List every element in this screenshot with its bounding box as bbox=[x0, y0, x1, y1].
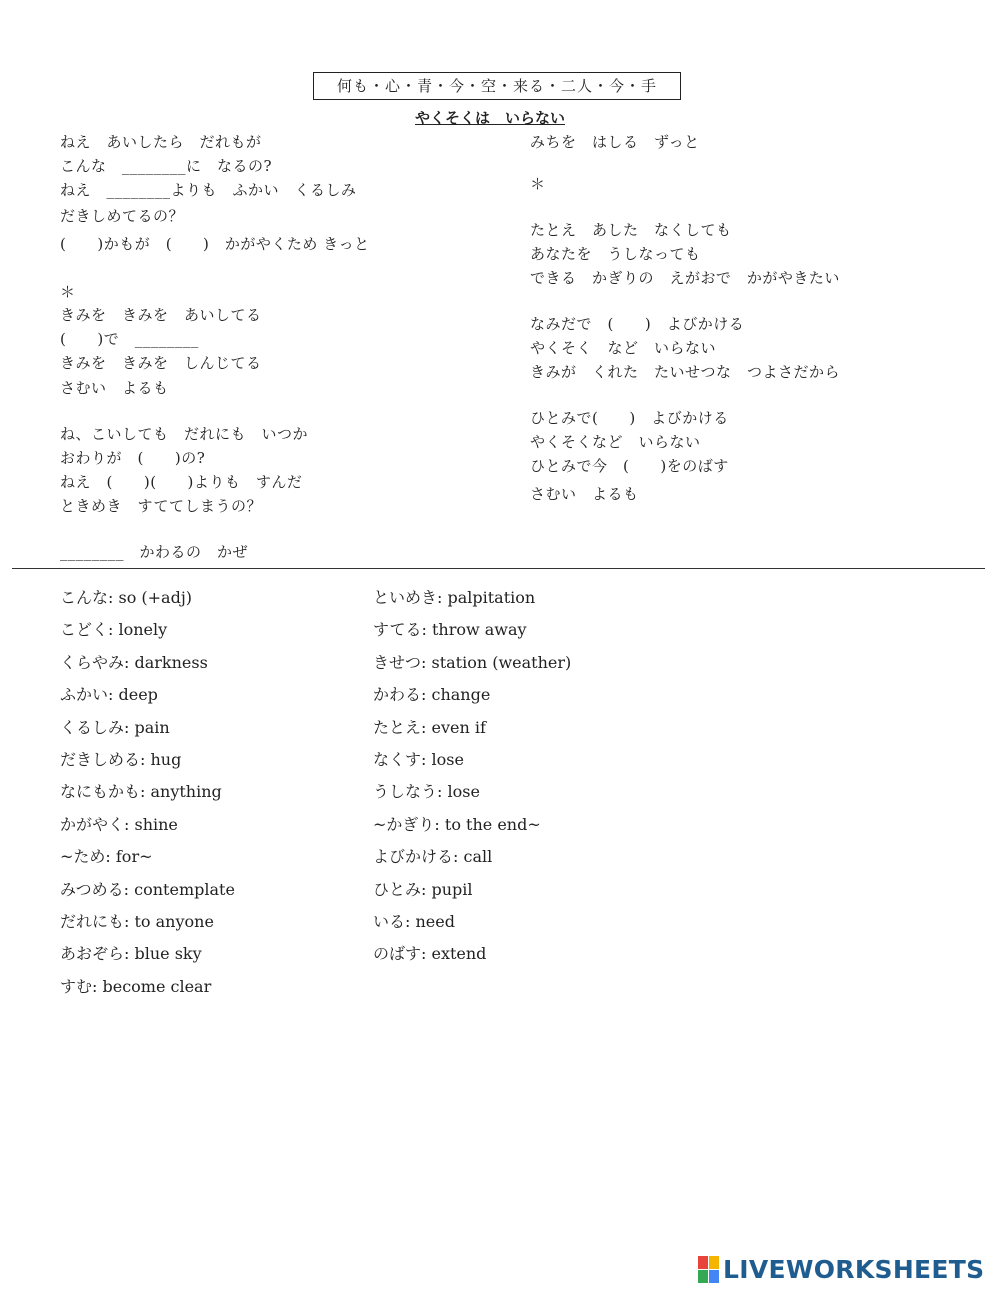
vocab-item: うしなう: lose bbox=[373, 782, 480, 801]
lyric-line: あなたを うしなっても bbox=[530, 245, 701, 263]
chorus-marker: ＊ bbox=[60, 283, 76, 301]
lyric-line: たとえ あした なくしても bbox=[530, 221, 732, 239]
section-divider bbox=[12, 568, 985, 569]
lyric-line: ねえ ( )( )よりも すんだ bbox=[60, 473, 303, 491]
lyric-line: できる かぎりの えがおで かがやきたい bbox=[530, 269, 840, 287]
song-title: やくそくは いらない bbox=[415, 109, 566, 127]
vocab-item: なくす: lose bbox=[373, 750, 464, 769]
vocab-item: きせつ: station (weather) bbox=[373, 653, 572, 672]
badge-l bbox=[698, 1256, 708, 1269]
lyric-line: きみを きみを あいしてる bbox=[60, 306, 262, 324]
lyric-line: ね、こいしても だれにも いつか bbox=[60, 425, 309, 443]
lyric-line: ひとみで今 ( )をのばす bbox=[530, 457, 729, 475]
vocab-item: こどく: lonely bbox=[60, 620, 168, 639]
lyric-line: ひとみで( ) よびかける bbox=[530, 409, 729, 427]
vocab-item: いる: need bbox=[373, 912, 455, 931]
vocab-item: ひとみ: pupil bbox=[373, 880, 473, 899]
liveworksheets-logo bbox=[698, 1255, 984, 1283]
lyric-line: みちを はしる ずっと bbox=[530, 133, 700, 151]
vocab-item: みつめる: contemplate bbox=[60, 880, 235, 899]
lyric-line: なみだで ( ) よびかける bbox=[530, 315, 745, 333]
vocab-item: だきしめる: hug bbox=[60, 750, 182, 769]
lyric-line: ( )で ________ bbox=[60, 330, 199, 348]
lyric-line: やくそく など いらない bbox=[530, 339, 717, 357]
lyric-line: ( )かもが ( ) かがやくため きっと bbox=[60, 235, 370, 253]
lyric-line: きみが くれた たいせつな つよさだから bbox=[530, 363, 841, 381]
badge-v bbox=[698, 1270, 708, 1283]
vocab-item: のばす: extend bbox=[373, 944, 487, 963]
logo-text: LIVEWORKSHEETS bbox=[723, 1254, 985, 1284]
vocab-item: なにもかも: anything bbox=[60, 782, 222, 801]
vocab-item: ~かぎり: to the end~ bbox=[373, 815, 541, 834]
vocab-item: ふかい: deep bbox=[60, 685, 158, 704]
lyric-line: こんな ________に なるの? bbox=[60, 157, 273, 175]
vocab-item: すてる: throw away bbox=[373, 620, 527, 639]
lyric-line: ねえ ________よりも ふかい くるしみ bbox=[60, 181, 357, 199]
vocab-item: だれにも: to anyone bbox=[60, 912, 214, 931]
vocab-item: よびかける: call bbox=[373, 847, 493, 866]
vocab-item: こんな: so (+adj) bbox=[60, 588, 193, 607]
word-bank-box bbox=[313, 72, 681, 100]
vocab-item: くるしみ: pain bbox=[60, 718, 170, 737]
lyric-line: おわりが ( )の? bbox=[60, 449, 206, 467]
badge-i bbox=[709, 1256, 719, 1269]
lyric-line: ________ かわるの かぜ bbox=[60, 543, 249, 561]
vocab-item: かがやく: shine bbox=[60, 815, 178, 834]
lyric-line: きみを きみを しんじてる bbox=[60, 354, 262, 372]
vocab-item: すむ: become clear bbox=[60, 977, 212, 996]
lyric-line: さむい よるも bbox=[60, 379, 169, 397]
badge-e bbox=[709, 1270, 719, 1283]
vocab-item: といめき: palpitation bbox=[373, 588, 536, 607]
vocab-item: あおぞら: blue sky bbox=[60, 944, 202, 963]
lyric-line: さむい よるも bbox=[530, 485, 639, 503]
chorus-marker: ＊ bbox=[530, 175, 546, 193]
lyric-line: ときめき すててしまうの？ bbox=[60, 497, 262, 515]
word-bank-text: 何も・心・青・今・空・来る・二人・今・手 bbox=[336, 77, 657, 95]
vocab-item: たとえ: even if bbox=[373, 718, 486, 737]
lyric-line: やくそくなど いらない bbox=[530, 433, 701, 451]
vocab-item: くらやみ: darkness bbox=[60, 653, 208, 672]
lyric-line: ねえ あいしたら だれもが bbox=[60, 133, 262, 151]
vocab-item: ~ため: for~ bbox=[60, 847, 153, 866]
vocab-item: かわる: change bbox=[373, 685, 491, 704]
lyric-line: だきしめてるの？ bbox=[60, 207, 185, 225]
logo-badge-icon bbox=[698, 1256, 719, 1283]
